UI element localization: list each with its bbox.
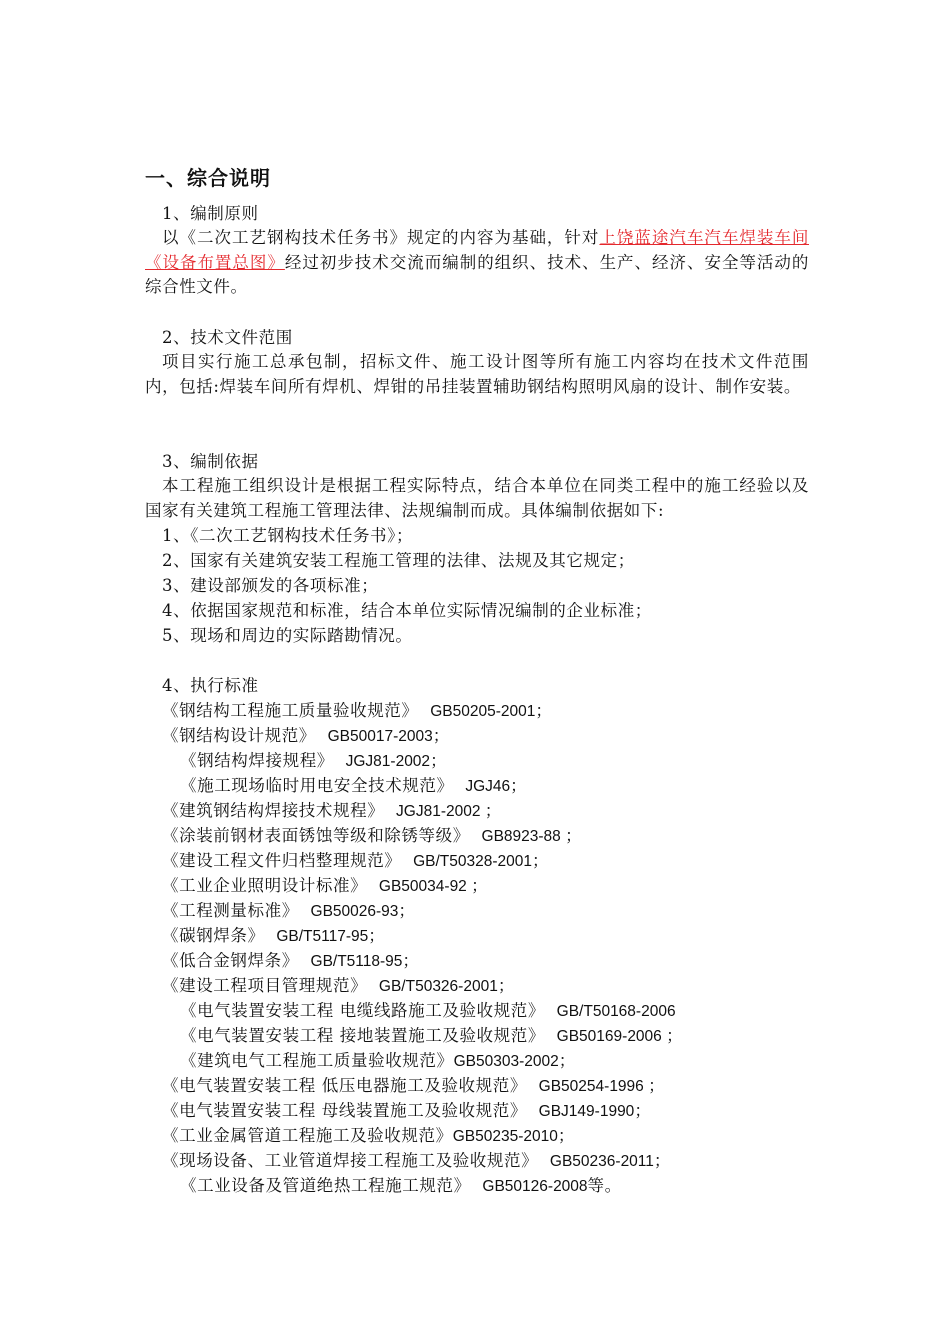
basis-item: 1、《二次工艺钢构技术任务书》；: [162, 526, 414, 545]
standard-end: ；: [558, 1051, 576, 1070]
basis-item: 4、依据国家规范和标准，结合本单位实际情况编制的企业标准；: [162, 601, 652, 620]
standard-end: ；: [565, 826, 583, 845]
standard-code: GB50205-2001: [430, 703, 536, 720]
standard-code: GB/T50168-2006: [556, 1003, 676, 1020]
standard-code: GB50236-2011: [549, 1153, 654, 1170]
standard-code: GB50126-2008: [482, 1178, 588, 1195]
standard-item: [162, 899, 416, 924]
standard-item: [162, 949, 420, 974]
standard-name: 《建筑电气工程施工质量验收规范》: [180, 1051, 454, 1070]
standard-end: ；: [666, 1026, 684, 1045]
standard-item: [180, 1049, 576, 1074]
standard-name: 《电气装置安装工程 接地装置施工及验收规范》: [180, 1026, 545, 1045]
standard-code: GB50017-2003: [327, 728, 433, 745]
project-reference-link[interactable]: 上饶蓝途汽车汽车焊装车间《设备布置总图》: [145, 228, 810, 272]
principle-text-start: 以《二次工艺钢构技术任务书》规定的内容为基础，针对: [162, 228, 600, 247]
paragraph-basis: 本工程施工组织设计是根据工程实际特点，结合本单位在同类工程中的施工经验以及国家有关建筑工程施工管理法律、法规编制而成。具体编制依据如下:: [145, 476, 809, 520]
standard-end: ；: [648, 1076, 666, 1095]
standard-end: ；: [484, 801, 502, 820]
standard-name: 《建筑钢结构焊接技术规程》: [162, 801, 385, 820]
standard-name: 《电气装置安装工程 低压电器施工及验收规范》: [162, 1076, 527, 1095]
paragraph-principle: [145, 226, 809, 300]
standard-name: 《工程测量标准》: [162, 901, 299, 920]
standard-item: [162, 699, 552, 724]
standard-name: 《工业企业照明设计标准》: [162, 876, 368, 895]
standard-end: ；: [535, 701, 553, 720]
standard-code: GBJ149-1990: [538, 1103, 635, 1120]
standard-end: ；: [430, 751, 448, 770]
standard-code: JGJ81-2002: [396, 803, 485, 820]
standard-name: 《低合金钢焊条》: [162, 951, 299, 970]
standard-name: 《施工现场临时用电安全技术规范》: [180, 776, 454, 795]
standard-name: 《工业设备及管道绝热工程施工规范》: [180, 1176, 471, 1195]
standard-end: ；: [653, 1151, 672, 1170]
standard-item: [162, 1124, 575, 1149]
basis-item: 2、国家有关建筑安装工程施工管理的法律、法规及其它规定；: [162, 551, 635, 570]
standard-code: GB50235-2010: [452, 1128, 558, 1145]
paragraph-scope: 项目实行施工总承包制，招标文件、施工设计图等所有施工内容均在技术文件范围内，包括:焊装车间所有焊机、焊钳的吊挂装置辅助钢结构照明风扇的设计、制作安装。: [145, 352, 809, 396]
standard-item: [180, 1024, 683, 1049]
standard-name: 《电气装置安装工程 母线装置施工及验收规范》: [162, 1101, 527, 1120]
standard-item: [162, 824, 582, 849]
standard-code: GB50169-2006: [556, 1028, 667, 1045]
standard-item: [162, 849, 549, 874]
standard-end: ；: [368, 926, 386, 945]
standard-code: JGJ46: [465, 778, 511, 795]
standard-item: [162, 924, 385, 949]
standard-name: 《建设工程文件归档整理规范》: [162, 851, 402, 870]
standard-name: 《钢结构工程施工质量验收规范》: [162, 701, 419, 720]
basis-item: 3、建设部颁发的各项标准；: [162, 576, 379, 595]
standard-code: GB50254-1996: [538, 1078, 649, 1095]
subsection-heading-2: 2、技术文件范围: [162, 328, 293, 347]
subsection-heading-3: 3、编制依据: [162, 452, 259, 471]
standard-item: [180, 749, 447, 774]
standard-name: 《钢结构焊接规程》: [180, 751, 334, 770]
standard-end: ；: [557, 1126, 575, 1145]
standard-code: JGJ81-2002: [345, 753, 431, 770]
standard-end: ；: [497, 976, 515, 995]
standard-name: 《工业金属管道工程施工及验收规范》: [162, 1126, 453, 1145]
standard-end: 等。: [587, 1176, 622, 1195]
standard-item: [162, 1074, 665, 1099]
standard-name: 《现场设备、工业管道焊接工程施工及验收规范》: [162, 1151, 539, 1170]
standard-item: [162, 1149, 671, 1174]
standard-end: ；: [398, 901, 416, 920]
standard-code: GB50026-93: [310, 903, 399, 920]
standard-end: ；: [510, 776, 528, 795]
standard-end: ；: [402, 951, 420, 970]
basis-item: 5、现场和周边的实际踏勘情况。: [162, 626, 413, 645]
standard-name: 《碳钢焊条》: [162, 926, 265, 945]
section-title: 一、综合说明: [145, 166, 271, 190]
standard-item: [180, 1174, 622, 1199]
subsection-heading-1: 1、编制原则: [162, 204, 259, 223]
standard-end: ；: [432, 726, 450, 745]
subsection-heading-4: 4、执行标准: [162, 676, 259, 695]
standard-item: [162, 974, 515, 999]
standard-item: [180, 774, 527, 799]
standard-code: GB/T50326-2001: [378, 978, 498, 995]
standard-name: 《涂装前钢材表面锈蚀等级和除锈等级》: [162, 826, 470, 845]
standard-code: GB/T5117-95: [276, 928, 369, 945]
standard-end: ；: [471, 876, 489, 895]
standard-name: 《建设工程项目管理规范》: [162, 976, 368, 995]
standard-code: GB8923-88: [481, 828, 566, 845]
standard-code: GB50303-2002: [453, 1053, 559, 1070]
standard-item: [180, 999, 676, 1024]
standard-code: GB/T5118-95: [310, 953, 403, 970]
standard-item: [162, 874, 488, 899]
standard-item: [162, 1099, 651, 1124]
standard-name: 《电气装置安装工程 电缆线路施工及验收规范》: [180, 1001, 545, 1020]
standard-code: GB/T50328-2001: [413, 853, 533, 870]
principle-text-end: 经过初步技术交流而编制的组织、技术、生产、经济、安全等活动的综合性文件。: [145, 252, 809, 296]
standard-end: ；: [634, 1101, 652, 1120]
standard-code: GB50034-92: [378, 878, 472, 895]
standard-item: [162, 799, 502, 824]
standard-item: [162, 724, 450, 749]
standard-end: ；: [532, 851, 550, 870]
standard-name: 《钢结构设计规范》: [162, 726, 316, 745]
